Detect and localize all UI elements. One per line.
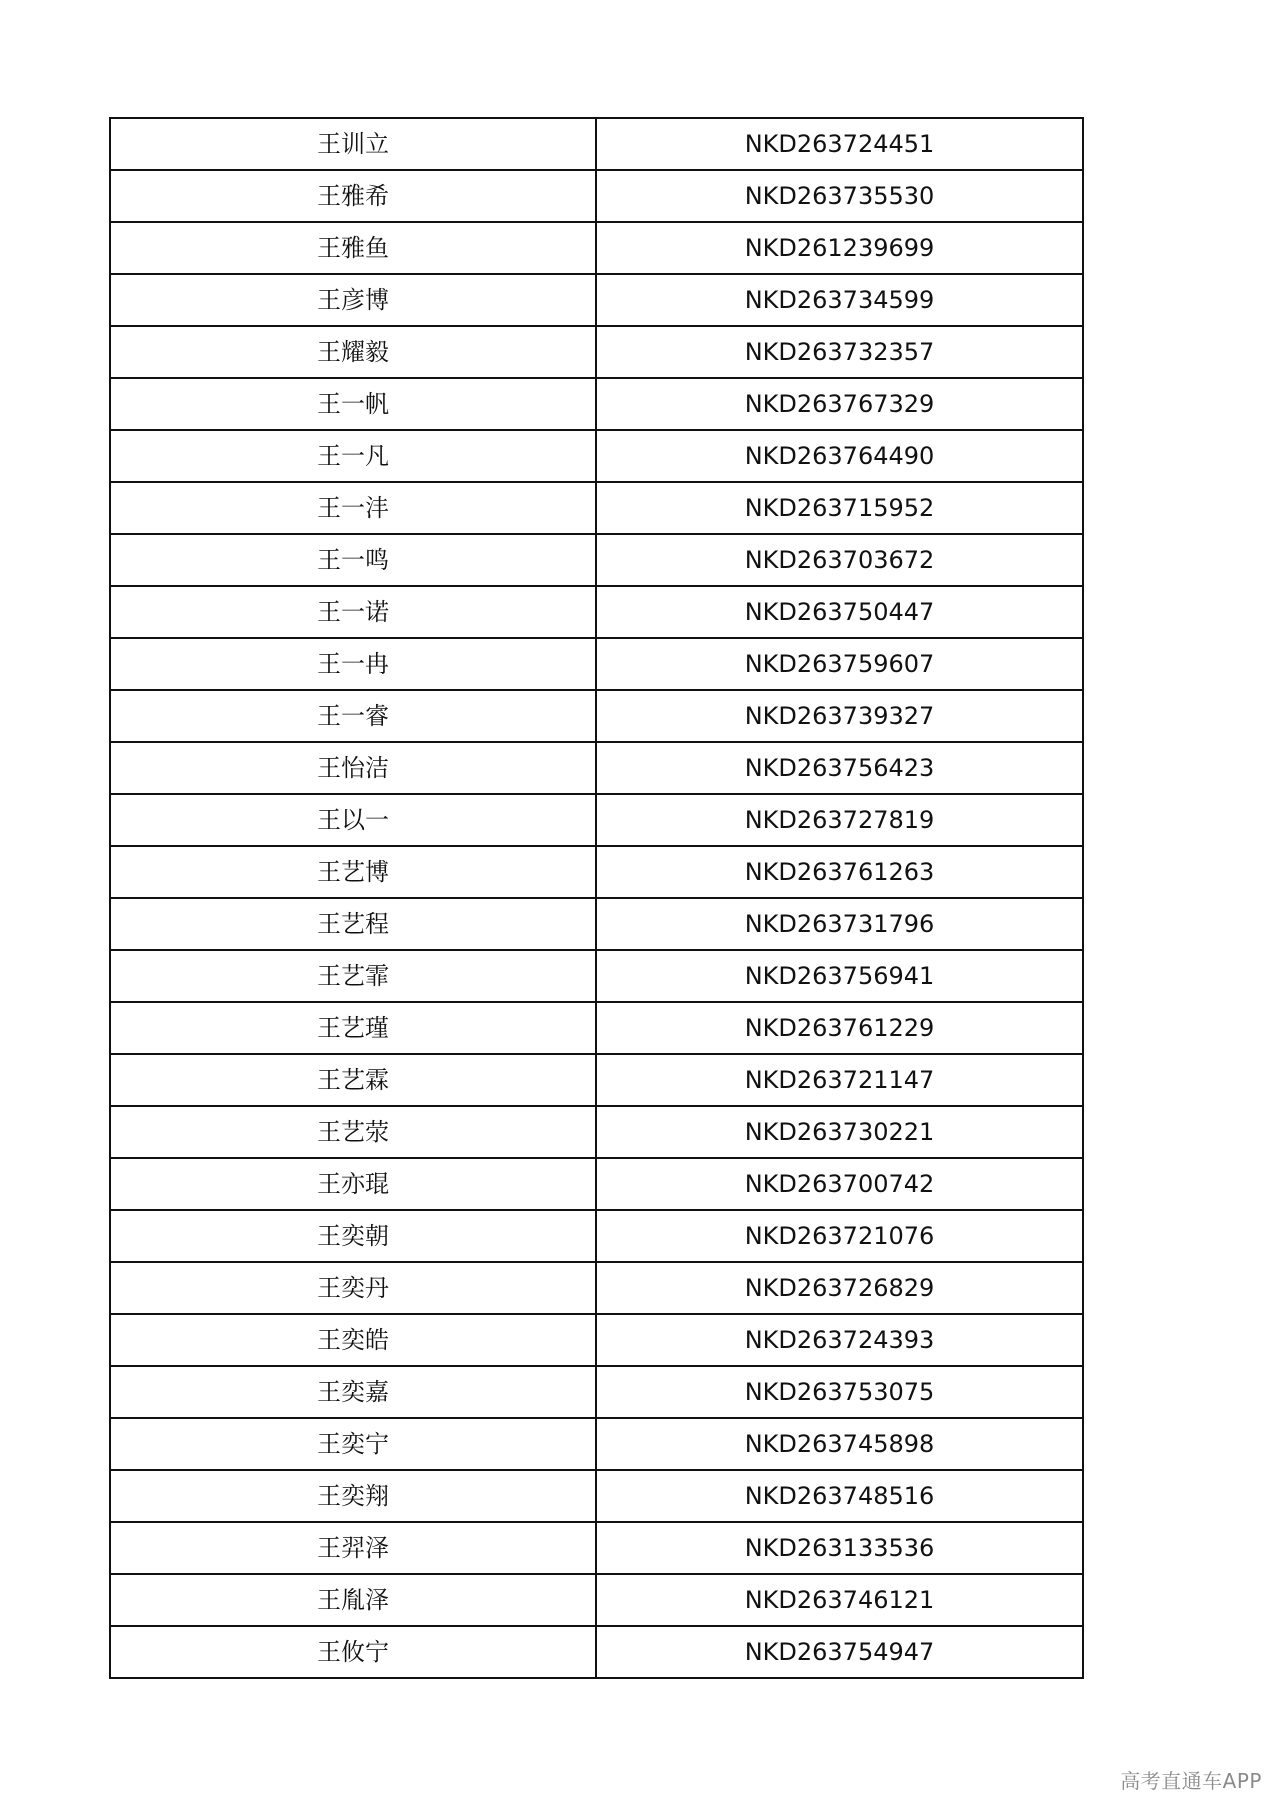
id-cell: NKD263746121 bbox=[596, 1574, 1083, 1626]
id-cell: NKD263761229 bbox=[596, 1002, 1083, 1054]
watermark: 高考直通车APP bbox=[1120, 1769, 1262, 1793]
name-cell: 王一凡 bbox=[110, 430, 596, 482]
name-cell: 王艺霏 bbox=[110, 950, 596, 1002]
name-cell: 王奕皓 bbox=[110, 1314, 596, 1366]
name-cell: 王雅鱼 bbox=[110, 222, 596, 274]
table-row bbox=[110, 1366, 1083, 1418]
id-cell: NKD263721076 bbox=[596, 1210, 1083, 1262]
id-cell: NKD263703672 bbox=[596, 534, 1083, 586]
name-cell: 王训立 bbox=[110, 118, 596, 170]
table-row bbox=[110, 638, 1083, 690]
table-row bbox=[110, 1314, 1083, 1366]
id-cell: NKD263726829 bbox=[596, 1262, 1083, 1314]
id-cell: NKD263756423 bbox=[596, 742, 1083, 794]
id-cell: NKD263715952 bbox=[596, 482, 1083, 534]
table-row bbox=[110, 1626, 1083, 1678]
id-cell: NKD263748516 bbox=[596, 1470, 1083, 1522]
table-row bbox=[110, 1054, 1083, 1106]
name-cell: 王一诺 bbox=[110, 586, 596, 638]
table-row bbox=[110, 118, 1083, 170]
table-row bbox=[110, 482, 1083, 534]
name-cell: 王以一 bbox=[110, 794, 596, 846]
table-row bbox=[110, 690, 1083, 742]
name-cell: 王亦琨 bbox=[110, 1158, 596, 1210]
table-row bbox=[110, 274, 1083, 326]
name-cell: 王奕朝 bbox=[110, 1210, 596, 1262]
table-row bbox=[110, 1418, 1083, 1470]
table-row bbox=[110, 742, 1083, 794]
name-cell: 王耀毅 bbox=[110, 326, 596, 378]
id-cell: NKD263730221 bbox=[596, 1106, 1083, 1158]
table-row bbox=[110, 1574, 1083, 1626]
name-cell: 王一冉 bbox=[110, 638, 596, 690]
name-cell: 王一鸣 bbox=[110, 534, 596, 586]
id-cell: NKD263750447 bbox=[596, 586, 1083, 638]
name-cell: 王奕翔 bbox=[110, 1470, 596, 1522]
id-cell: NKD263734599 bbox=[596, 274, 1083, 326]
table-row bbox=[110, 898, 1083, 950]
id-cell: NKD263700742 bbox=[596, 1158, 1083, 1210]
name-cell: 王艺瑾 bbox=[110, 1002, 596, 1054]
name-cell: 王艺霖 bbox=[110, 1054, 596, 1106]
id-cell: NKD261239699 bbox=[596, 222, 1083, 274]
id-cell: NKD263735530 bbox=[596, 170, 1083, 222]
name-cell: 王一沣 bbox=[110, 482, 596, 534]
table-row bbox=[110, 1470, 1083, 1522]
id-cell: NKD263727819 bbox=[596, 794, 1083, 846]
table-row bbox=[110, 1106, 1083, 1158]
name-cell: 王一帆 bbox=[110, 378, 596, 430]
id-cell: NKD263721147 bbox=[596, 1054, 1083, 1106]
table-row bbox=[110, 534, 1083, 586]
table-row bbox=[110, 586, 1083, 638]
name-cell: 王艺程 bbox=[110, 898, 596, 950]
table-row bbox=[110, 1002, 1083, 1054]
id-cell: NKD263731796 bbox=[596, 898, 1083, 950]
roster-body bbox=[110, 118, 1083, 1678]
name-cell: 王胤泽 bbox=[110, 1574, 596, 1626]
name-cell: 王奕嘉 bbox=[110, 1366, 596, 1418]
table-row bbox=[110, 430, 1083, 482]
id-cell: NKD263759607 bbox=[596, 638, 1083, 690]
id-cell: NKD263724393 bbox=[596, 1314, 1083, 1366]
table-row bbox=[110, 222, 1083, 274]
id-cell: NKD263739327 bbox=[596, 690, 1083, 742]
id-cell: NKD263133536 bbox=[596, 1522, 1083, 1574]
name-cell: 王艺荥 bbox=[110, 1106, 596, 1158]
name-cell: 王羿泽 bbox=[110, 1522, 596, 1574]
id-cell: NKD263767329 bbox=[596, 378, 1083, 430]
id-cell: NKD263756941 bbox=[596, 950, 1083, 1002]
table-row bbox=[110, 378, 1083, 430]
table-row bbox=[110, 170, 1083, 222]
id-cell: NKD263732357 bbox=[596, 326, 1083, 378]
id-cell: NKD263724451 bbox=[596, 118, 1083, 170]
id-cell: NKD263764490 bbox=[596, 430, 1083, 482]
name-cell: 王怡洁 bbox=[110, 742, 596, 794]
table-row bbox=[110, 846, 1083, 898]
id-cell: NKD263754947 bbox=[596, 1626, 1083, 1678]
roster-table bbox=[109, 117, 1084, 1679]
name-cell: 王彦博 bbox=[110, 274, 596, 326]
table-row bbox=[110, 1262, 1083, 1314]
name-cell: 王攸宁 bbox=[110, 1626, 596, 1678]
name-cell: 王奕丹 bbox=[110, 1262, 596, 1314]
table-row bbox=[110, 326, 1083, 378]
id-cell: NKD263761263 bbox=[596, 846, 1083, 898]
table-row bbox=[110, 1522, 1083, 1574]
name-cell: 王雅希 bbox=[110, 170, 596, 222]
name-cell: 王奕宁 bbox=[110, 1418, 596, 1470]
table-row bbox=[110, 1210, 1083, 1262]
id-cell: NKD263745898 bbox=[596, 1418, 1083, 1470]
id-cell: NKD263753075 bbox=[596, 1366, 1083, 1418]
table-row bbox=[110, 1158, 1083, 1210]
name-cell: 王一睿 bbox=[110, 690, 596, 742]
name-cell: 王艺博 bbox=[110, 846, 596, 898]
table-row bbox=[110, 794, 1083, 846]
table-row bbox=[110, 950, 1083, 1002]
